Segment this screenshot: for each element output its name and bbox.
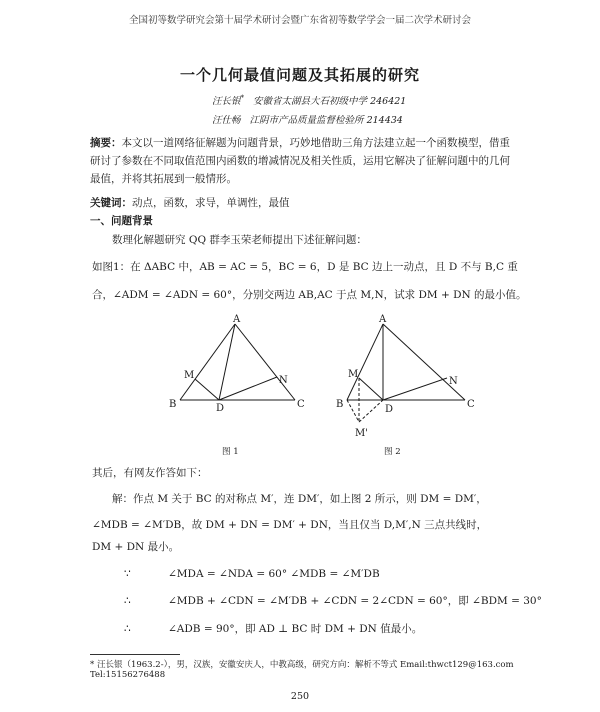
author-line-2 bbox=[212, 112, 403, 126]
fig1-label-m: M bbox=[184, 370, 195, 381]
fig2-side-ab bbox=[347, 324, 383, 400]
fig1-label-n: N bbox=[279, 375, 288, 386]
footnote-rule bbox=[90, 654, 180, 655]
problem-line-1: 如图1：在 ΔABC 中，AB = AC = 5，BC = 6，D 是 BC 边上一动点，且 D 不与 B,C 重 bbox=[92, 261, 518, 273]
fig2-dashed-dmp bbox=[359, 400, 383, 422]
solution-line-2: ∠MDB = ∠M′DB，故 DM + DN = DM′ + DN，当且仅当 D,M′,N 三点共线时， bbox=[92, 519, 488, 531]
author-name-2: 汪仕畅 bbox=[212, 115, 241, 126]
page-number: 250 bbox=[290, 691, 310, 702]
fig1-segment-dm bbox=[195, 379, 219, 400]
keywords bbox=[90, 196, 290, 210]
fig1-label-b: B bbox=[169, 399, 177, 410]
fig2-segment-dn bbox=[383, 378, 447, 400]
step-2-text: ∠MDB + ∠CDN = ∠M′DB + ∠CDN = 2∠CDN = 60°，即 ∠BDM = 30° bbox=[168, 595, 542, 607]
intro-text: 数理化解题研究 QQ 群李玉荣老师提出下述征解问题： bbox=[112, 234, 367, 246]
step-3-symbol: ∴ bbox=[124, 623, 131, 635]
fig1-side-ac bbox=[235, 324, 295, 400]
fig2-label-d: D bbox=[385, 404, 394, 415]
fig2-dashed-bmp bbox=[347, 400, 359, 422]
abstract-line-3: 最值，并将其拓展到一般情形。 bbox=[90, 173, 237, 185]
abstract-label: 摘要： bbox=[90, 137, 122, 149]
author-name-1: 汪长银 bbox=[212, 96, 241, 107]
step-2-symbol: ∴ bbox=[124, 595, 131, 607]
fig2-label-m-prime: M' bbox=[355, 428, 368, 439]
footnote-line-2: Tel:15156276488 bbox=[90, 670, 166, 680]
after-text: 其后，有网友作答如下： bbox=[92, 467, 208, 479]
fig1-label-a: A bbox=[233, 314, 241, 325]
figure-2-caption: 图 2 bbox=[384, 447, 401, 457]
author-marker: * bbox=[240, 93, 245, 102]
keywords-label: 关键词： bbox=[90, 197, 132, 209]
fig2-label-m: M bbox=[348, 369, 359, 380]
fig2-label-c: C bbox=[467, 399, 475, 410]
step-1-symbol: ∵ bbox=[124, 568, 131, 580]
figure-1 bbox=[165, 312, 315, 412]
abstract-line-1: 摘要：本文以一道网络征解题为问题背景，巧妙地借助三角方法建立起一个函数模型，借重 bbox=[90, 137, 510, 149]
fig2-side-ac bbox=[383, 324, 465, 400]
problem-line-2: 合，∠ADM = ∠ADN = 60°，分别交两边 AB,AC 于点 M,N，试求 DM + DN 的最小值。 bbox=[92, 289, 527, 301]
running-header: 全国初等数学研究会第十届学术研讨会暨广东省初等数学学会一届二次学术研讨会 bbox=[128, 15, 471, 26]
fig1-label-c: C bbox=[297, 399, 305, 410]
fig2-label-a: A bbox=[379, 314, 387, 325]
paper-title: 一个几何最值问题及其拓展的研究 bbox=[179, 66, 420, 84]
fig1-label-d: D bbox=[216, 403, 225, 412]
solution-line-1: 解：作点 M 关于 BC 的对称点 M′，连 DM′，如上图 2 所示，则 DM = DM′， bbox=[112, 493, 487, 505]
author-affiliation-1: 安徽省太湖县大石初级中学 246421 bbox=[253, 96, 407, 107]
figure-1-caption: 图 1 bbox=[222, 447, 239, 457]
fig2-segment-dm bbox=[359, 378, 383, 400]
author-line-1 bbox=[212, 93, 406, 107]
fig2-label-b: B bbox=[336, 399, 344, 410]
abstract-line-2: 研讨了参数在不同取值范围内函数的增减情况及相关性质，运用它解决了征解问题中的几何 bbox=[90, 155, 510, 167]
solution-line-3: DM + DN 最小。 bbox=[92, 541, 180, 553]
author-affiliation-2: 江阴市产品质量监督检验所 214434 bbox=[249, 115, 403, 126]
footnote-line-1: * 汪长银（1963.2-），男，汉族，安徽安庆人，中教高级，研究方向：解析不等式 Email:thwct129@163.com bbox=[90, 660, 514, 670]
keywords-text: 动点，函数，求导，单调性，最值 bbox=[132, 197, 290, 209]
fig2-label-n: N bbox=[449, 376, 458, 387]
step-1-text: ∠MDA = ∠NDA = 60° ∠MDB = ∠M′DB bbox=[168, 568, 380, 580]
fig1-segment-dn bbox=[219, 377, 277, 400]
step-3-text: ∠ADB = 90°，即 AD ⊥ BC 时 DM + DN 值最小。 bbox=[168, 623, 423, 635]
section-heading: 一、问题背景 bbox=[90, 215, 153, 227]
figure-2 bbox=[335, 312, 485, 442]
